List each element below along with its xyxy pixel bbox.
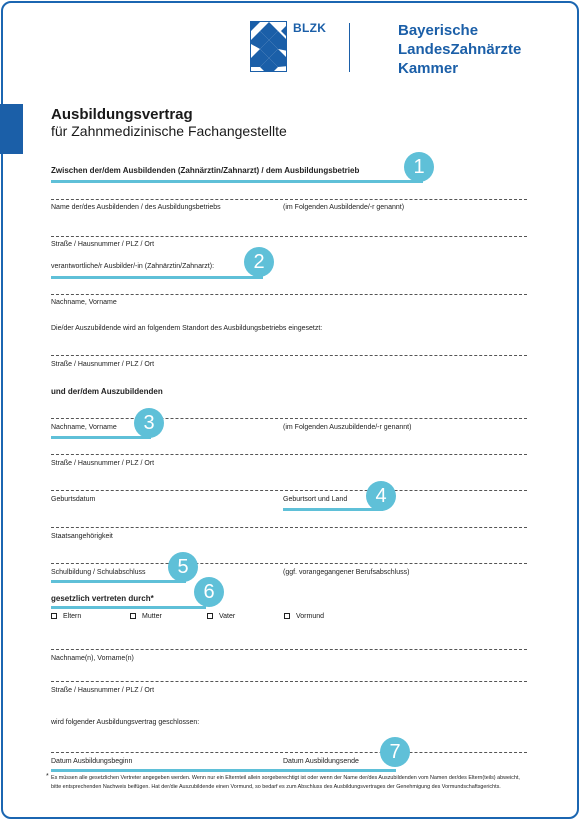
badge-2: 2 bbox=[244, 247, 274, 277]
section2-heading: und der/dem Auszubildenden bbox=[51, 387, 163, 396]
checkbox-square-icon[interactable] bbox=[130, 613, 136, 619]
org-line-2: LandesZahnärzte bbox=[398, 41, 522, 58]
highlight-line-1 bbox=[51, 180, 423, 183]
field-line-dates[interactable] bbox=[51, 752, 527, 753]
field-line-guardian-address[interactable] bbox=[51, 681, 527, 682]
school-note: (ggf. vorangegangener Berufsabschluss) bbox=[283, 569, 410, 576]
end-date-label: Datum Ausbildungsende bbox=[283, 758, 359, 765]
field-line-school[interactable] bbox=[51, 563, 527, 564]
checkbox-eltern-label: Eltern bbox=[63, 613, 82, 620]
contract-intro: wird folgender Ausbildungsvertrag geschlossen: bbox=[51, 719, 200, 726]
location-text: Die/der Auszubildende wird an folgendem Standort des Ausbildungsbetriebs eingesetzt: bbox=[51, 325, 323, 332]
apprentice-name-label: Nachname, Vorname bbox=[51, 424, 117, 431]
org-line-1: Bayerische bbox=[398, 22, 479, 39]
field-line-location-address[interactable] bbox=[51, 355, 527, 356]
field-line-apprentice-address[interactable] bbox=[51, 454, 527, 455]
document-title: Ausbildungsvertrag bbox=[51, 106, 193, 123]
badge-1: 1 bbox=[404, 152, 434, 182]
trainer-name-note: (im Folgenden Ausbildende/-r genannt) bbox=[283, 204, 405, 211]
badge-4: 4 bbox=[366, 481, 396, 511]
highlight-line-4 bbox=[283, 508, 383, 511]
highlight-line-5 bbox=[51, 580, 186, 583]
field-line-trainer-address[interactable] bbox=[51, 236, 527, 237]
apprentice-name-note: (im Folgenden Auszubildende/-r genannt) bbox=[283, 424, 412, 431]
start-date-label: Datum Ausbildungsbeginn bbox=[51, 758, 133, 765]
side-tab-marker bbox=[0, 104, 23, 154]
highlight-line-2 bbox=[51, 276, 263, 279]
checkbox-vormund[interactable] bbox=[284, 613, 324, 621]
section1-heading: Zwischen der/dem Ausbildenden (Zahnärztin/Zahnarzt) / dem Ausbildungsbetrieb bbox=[51, 166, 360, 175]
footnote bbox=[46, 773, 527, 791]
field-line-birth[interactable] bbox=[51, 490, 527, 491]
footnote-text: Es müssen alle gesetzlichen Vertreter angegeben werden. Wenn nur ein Elternteil allein sorgeberechtigt ist oder wenn der Name der/des Auszubildenden vom Namen der/des Eltern(teils) abweicht, bitte entsprechenden Nachweis beifügen. Hat der/die Auszubildende einen Vormund, so bedarf es zum Abschluss des Ausbildungsvertrages der Genehmigung des Vormundschaftsgerichts. bbox=[51, 775, 520, 790]
highlight-line-6 bbox=[51, 606, 206, 609]
responsible-name-label: Nachname, Vorname bbox=[51, 299, 117, 306]
org-line-3: Kammer bbox=[398, 60, 459, 77]
birthplace-label: Geburtsort und Land bbox=[283, 496, 348, 503]
checkbox-square-icon[interactable] bbox=[207, 613, 213, 619]
bavarian-lozenge-icon bbox=[250, 21, 287, 72]
section3-heading: gesetzlich vertreten durch* bbox=[51, 594, 154, 603]
field-line-guardian-name[interactable] bbox=[51, 649, 527, 650]
birthdate-label: Geburtsdatum bbox=[51, 496, 96, 503]
location-address-label: Straße / Hausnummer / PLZ / Ort bbox=[51, 361, 155, 368]
document-subtitle: für Zahnmedizinische Fachangestellte bbox=[51, 123, 287, 139]
school-label: Schulbildung / Schulabschluss bbox=[51, 569, 146, 576]
trainer-address-label: Straße / Hausnummer / PLZ / Ort bbox=[51, 241, 155, 248]
footnote-marker: * bbox=[46, 773, 49, 780]
checkbox-vater[interactable] bbox=[207, 613, 235, 621]
guardian-name-label: Nachname(n), Vorname(n) bbox=[51, 655, 134, 662]
badge-3: 3 bbox=[134, 408, 164, 438]
checkbox-mutter-label: Mutter bbox=[142, 613, 162, 620]
field-line-trainer-name[interactable] bbox=[51, 199, 527, 200]
apprentice-address-label: Straße / Hausnummer / PLZ / Ort bbox=[51, 460, 155, 467]
field-line-nationality[interactable] bbox=[51, 527, 527, 528]
nationality-label: Staatsangehörigkeit bbox=[51, 533, 113, 540]
logo-abbreviation: BLZK bbox=[293, 21, 327, 35]
trainer-name-label: Name der/des Ausbildenden / des Ausbildungsbetriebs bbox=[51, 204, 221, 211]
badge-7: 7 bbox=[380, 737, 410, 767]
field-line-responsible-name[interactable] bbox=[51, 294, 527, 295]
blzk-logo bbox=[250, 21, 344, 72]
checkbox-eltern[interactable] bbox=[51, 613, 81, 621]
checkbox-square-icon[interactable] bbox=[51, 613, 57, 619]
guardian-address-label: Straße / Hausnummer / PLZ / Ort bbox=[51, 687, 155, 694]
highlight-line-7 bbox=[51, 769, 396, 772]
responsible-trainer-label: verantwortliche/r Ausbilder/-in (Zahnärztin/Zahnarzt): bbox=[51, 263, 215, 270]
organization-name bbox=[398, 21, 521, 78]
badge-5: 5 bbox=[168, 552, 198, 582]
highlight-line-3 bbox=[51, 436, 151, 439]
badge-6: 6 bbox=[194, 577, 224, 607]
checkbox-square-icon[interactable] bbox=[284, 613, 290, 619]
logo-divider bbox=[349, 23, 350, 72]
checkbox-vormund-label: Vormund bbox=[296, 613, 325, 620]
checkbox-mutter[interactable] bbox=[130, 613, 162, 621]
checkbox-vater-label: Vater bbox=[219, 613, 236, 620]
field-line-apprentice-name[interactable] bbox=[51, 418, 527, 419]
